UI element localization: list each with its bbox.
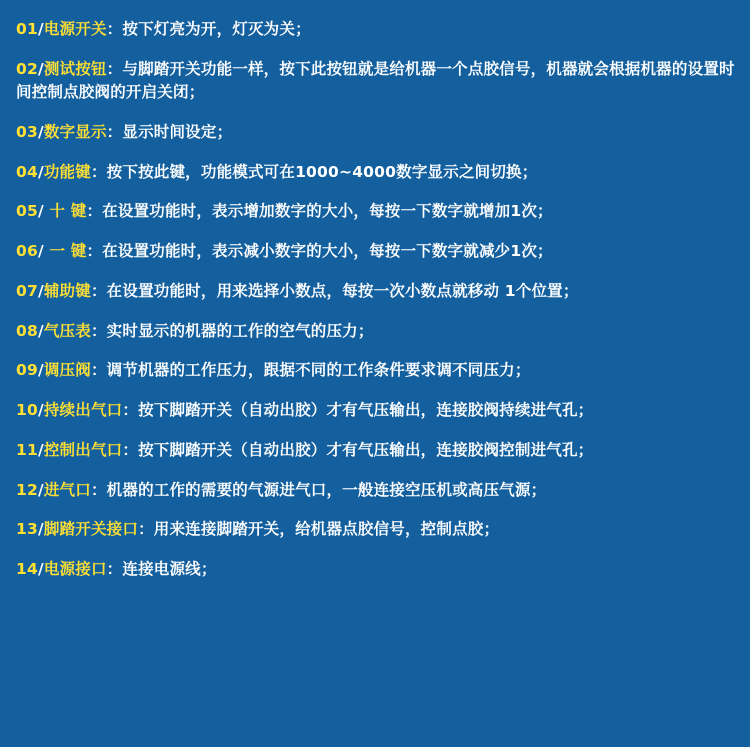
- item-term: 调压阀: [43, 361, 91, 380]
- item-number: 04: [16, 162, 38, 181]
- list-item: [16, 18, 736, 41]
- item-separator-colon: ：: [106, 20, 123, 38]
- list-item: [16, 558, 736, 581]
- item-separator-colon: ：: [90, 321, 107, 340]
- item-separator-slash: /: [37, 321, 44, 340]
- item-separator-colon: ：: [90, 361, 107, 380]
- item-description: 与脚踏开关功能一样，按下此按钮就是给机器一个点胶信号，机器就会根据机器的设置时间控制点胶阀的开启关闭；: [16, 59, 735, 101]
- item-separator-slash: /: [37, 59, 44, 78]
- item-number: 01: [16, 20, 38, 38]
- item-description: 按下脚踏开关（自动出胶）才有气压输出，连接胶阀控制进气孔；: [138, 440, 594, 459]
- item-separator-colon: ：: [106, 59, 123, 78]
- list-item: [16, 280, 736, 303]
- item-term: 辅助键: [43, 281, 91, 300]
- item-separator-colon: ：: [122, 401, 139, 419]
- list-item: [16, 359, 736, 382]
- list-item: [16, 479, 736, 502]
- item-separator-colon: ：: [138, 520, 154, 539]
- item-separator-slash: /: [37, 242, 44, 260]
- item-term: 控制出气口: [43, 440, 123, 459]
- list-item: [16, 200, 736, 223]
- item-number: 10: [16, 401, 38, 419]
- item-number: 14: [16, 560, 38, 578]
- item-description: 用来连接脚踏开关，给机器点胶信号，控制点胶；: [153, 520, 500, 539]
- list-item: [16, 439, 736, 462]
- item-number: 13: [16, 520, 38, 539]
- item-separator-slash: /: [37, 480, 44, 499]
- list-item: [16, 320, 736, 343]
- item-separator-slash: /: [37, 440, 44, 459]
- item-separator-slash: /: [37, 202, 44, 221]
- item-separator-slash: /: [37, 401, 44, 419]
- item-separator-slash: /: [37, 281, 44, 300]
- item-description: 按下灯亮为开，灯灭为关；: [122, 20, 311, 38]
- item-separator-colon: ：: [86, 202, 103, 221]
- item-description: 连接电源线；: [122, 560, 217, 578]
- item-separator-slash: /: [37, 560, 44, 578]
- item-term: 脚踏开关接口: [43, 520, 139, 539]
- item-term: 一 键: [43, 242, 87, 260]
- list-item: [16, 399, 736, 422]
- item-term: 持续出气口: [43, 401, 123, 419]
- item-term: 数字显示: [43, 122, 107, 141]
- list-item: [16, 58, 736, 105]
- item-separator-colon: ：: [90, 480, 107, 499]
- item-description: 在设置功能时，表示增加数字的大小，每按一下数字就增加1次；: [102, 202, 553, 221]
- item-number: 05: [16, 202, 38, 221]
- list-item: [16, 518, 736, 541]
- item-separator-colon: ：: [86, 242, 103, 260]
- item-description: 机器的工作的需要的气源进气口，一般连接空压机或高压气源；: [106, 480, 547, 499]
- item-description: 显示时间设定；: [122, 122, 233, 141]
- item-number: 11: [16, 440, 38, 459]
- item-description: 在设置功能时，表示减小数字的大小，每按一下数字就减少1次；: [102, 242, 553, 260]
- item-term: 十 键: [43, 202, 87, 221]
- item-number: 02: [16, 59, 38, 78]
- list-item: [16, 121, 736, 144]
- item-separator-slash: /: [37, 162, 44, 181]
- item-term: 功能键: [43, 162, 91, 181]
- item-term: 电源开关: [43, 20, 107, 38]
- item-term: 电源接口: [43, 560, 107, 578]
- item-term: 测试按钮: [43, 59, 107, 78]
- item-description: 在设置功能时，用来选择小数点，每按一次小数点就移动 1个位置；: [106, 281, 579, 300]
- item-separator-colon: ：: [106, 122, 123, 141]
- list-item: [16, 240, 736, 263]
- list-item: [16, 161, 736, 184]
- item-separator-colon: ：: [106, 560, 123, 578]
- item-number: 08: [16, 321, 38, 340]
- item-separator-slash: /: [37, 122, 44, 141]
- item-separator-slash: /: [37, 20, 44, 38]
- item-number: 07: [16, 281, 38, 300]
- item-description: 实时显示的机器的工作的空气的压力；: [106, 321, 374, 340]
- item-separator-slash: /: [37, 361, 44, 380]
- item-separator-slash: /: [37, 520, 44, 539]
- item-term: 进气口: [43, 480, 91, 499]
- item-term: 气压表: [43, 321, 91, 340]
- item-separator-colon: ：: [122, 440, 139, 459]
- item-number: 03: [16, 122, 38, 141]
- spec-list: [16, 18, 736, 581]
- item-separator-colon: ：: [90, 162, 107, 181]
- item-separator-colon: ：: [90, 281, 107, 300]
- item-description: 调节机器的工作压力，跟据不同的工作条件要求调不同压力；: [106, 361, 531, 380]
- item-number: 12: [16, 480, 38, 499]
- item-description: 按下按此键，功能模式可在1000~4000数字显示之间切换；: [106, 162, 538, 181]
- item-description: 按下脚踏开关（自动出胶）才有气压输出，连接胶阀持续进气孔；: [138, 401, 594, 419]
- item-number: 06: [16, 242, 38, 260]
- item-number: 09: [16, 361, 38, 380]
